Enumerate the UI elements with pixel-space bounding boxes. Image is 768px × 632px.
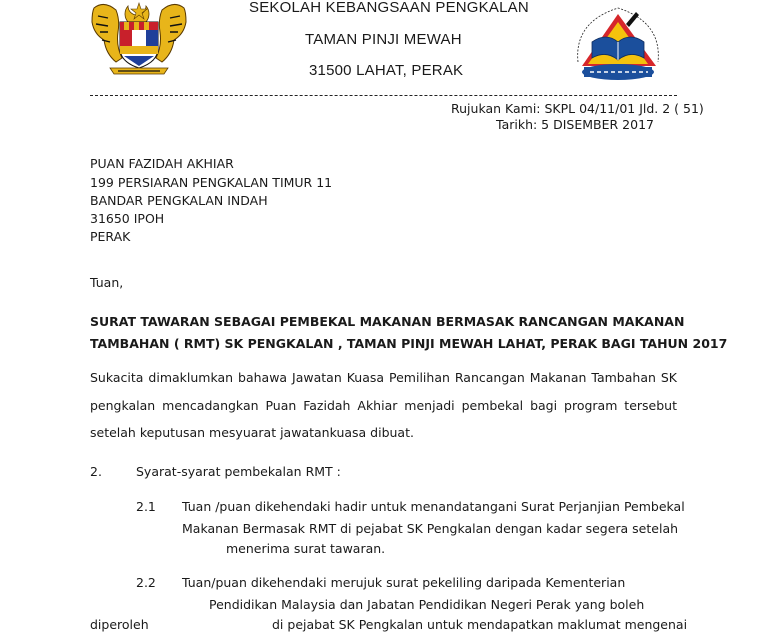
item-line: Tuan/puan dikehendaki merujuk surat pekeliling daripada Kementerian: [182, 575, 626, 590]
item-line: menerima surat tawaran.: [226, 541, 386, 556]
item-number: 2.2: [136, 575, 156, 590]
item-line: diperoleh: [90, 617, 149, 632]
address-line-2: 31500 LAHAT, PERAK: [309, 62, 464, 79]
left-tiger: [92, 4, 122, 62]
item-line: Tuan /puan dikehendaki hadir untuk menandatangani Surat Perjanjian Pembekal: [182, 499, 685, 514]
section-title: Syarat-syarat pembekalan RMT :: [136, 464, 341, 479]
recipient-name: PUAN FAZIDAH AKHIAR: [90, 156, 234, 171]
item-line: Pendidikan Malaysia dan Jabatan Pendidikan Negeri Perak yang boleh: [209, 597, 645, 612]
paragraph-line: pengkalan mencadangkan Puan Fazidah Akhiar menjadi pembekal bagi program tersebut: [90, 398, 677, 413]
item-number: 2.1: [136, 499, 156, 514]
item-line: Makanan Bermasak RMT di pejabat SK Pengkalan dengan kadar segera setelah: [182, 521, 679, 536]
salutation: Tuan,: [90, 275, 124, 290]
recipient-address-1: 199 PERSIARAN PENGKALAN TIMUR 11: [90, 175, 333, 190]
paragraph-line: setelah keputusan mesyuarat jawatankuasa dibuat.: [90, 425, 414, 440]
recipient-address-2: BANDAR PENGKALAN INDAH: [90, 193, 268, 208]
section-number: 2.: [90, 464, 102, 479]
school-logo: [570, 4, 668, 86]
recipient-postcode: 31650 IPOH: [90, 211, 165, 226]
school-name: SEKOLAH KEBANGSAAN PENGKALAN: [249, 0, 529, 16]
address-line-1: TAMAN PINJI MEWAH: [305, 31, 462, 48]
header-divider: [90, 95, 677, 96]
reference-number: Rujukan Kami: SKPL 04/11/01 Jld. 2 ( 51): [451, 101, 704, 116]
recipient-state: PERAK: [90, 229, 131, 244]
right-tiger: [156, 4, 186, 62]
coat-of-arms-logo: [84, 0, 194, 82]
item-line: di pejabat SK Pengkalan untuk mendapatkan maklumat mengenai: [272, 617, 688, 632]
paragraph-line: Sukacita dimaklumkan bahawa Jawatan Kuasa Pemilihan Rancangan Makanan Tambahan SK: [90, 370, 677, 385]
subject-line-1: SURAT TAWARAN SEBAGAI PEMBEKAL MAKANAN BERMASAK RANCANGAN MAKANAN: [90, 314, 685, 329]
subject-line-2: TAMBAHAN ( RMT) SK PENGKALAN , TAMAN PINJI MEWAH LAHAT, PERAK BAGI TAHUN 2017: [90, 336, 728, 351]
letter-date: Tarikh: 5 DISEMBER 2017: [496, 117, 654, 132]
